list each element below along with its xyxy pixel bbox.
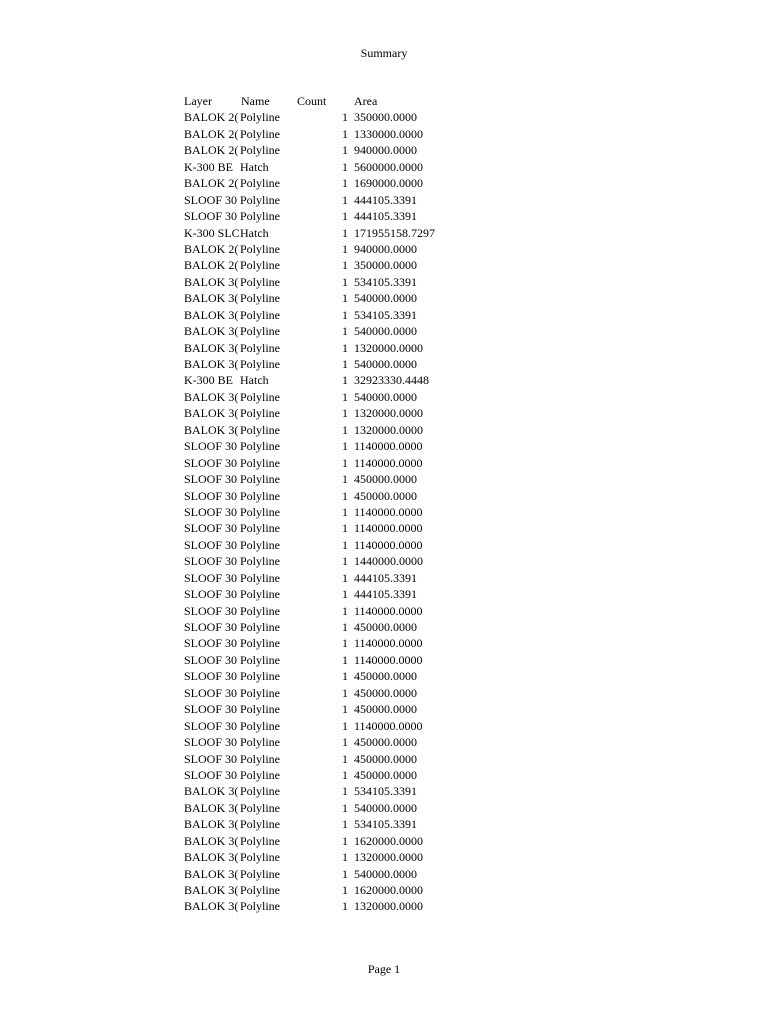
table-row <box>184 718 464 734</box>
table-row <box>184 356 464 372</box>
column-header-count: Count <box>297 94 327 108</box>
cell-count: 1 <box>342 587 348 602</box>
cell-layer: SLOOF 30 <box>184 439 238 454</box>
cell-layer: SLOOF 30 <box>184 537 238 552</box>
cell-count: 1 <box>342 422 348 437</box>
cell-layer: BALOK 2( <box>184 258 239 273</box>
table-row <box>184 652 464 668</box>
table-row <box>184 340 464 356</box>
table-row <box>184 882 464 898</box>
cell-layer: SLOOF 30 <box>184 620 238 634</box>
cell-count: 1 <box>342 718 348 733</box>
cell-area: 5600000.0000 <box>354 159 423 174</box>
table-row <box>184 767 464 783</box>
table-row <box>184 734 464 750</box>
cell-area: 444105.3391 <box>354 587 417 602</box>
cell-count: 1 <box>342 767 348 782</box>
table-row <box>184 685 464 701</box>
cell-layer: BALOK 3( <box>184 406 239 421</box>
table-row <box>184 142 464 158</box>
cell-area: 444105.3391 <box>354 209 417 224</box>
cell-name: Polyline <box>240 274 281 289</box>
cell-layer: BALOK 3( <box>184 784 239 799</box>
table-row <box>184 323 464 339</box>
cell-layer: SLOOF 30 <box>184 472 238 487</box>
cell-area: 940000.0000 <box>354 241 417 256</box>
cell-count: 1 <box>342 291 348 306</box>
table-row <box>184 668 464 684</box>
cell-layer: SLOOF 30 <box>184 652 238 667</box>
cell-name: Polyline <box>240 258 281 273</box>
cell-layer: BALOK 3( <box>184 800 239 815</box>
page-number: Page 1 <box>367 962 401 976</box>
table-row <box>184 701 464 717</box>
cell-count: 1 <box>342 340 348 355</box>
table-row <box>184 126 464 142</box>
table-row <box>184 192 464 208</box>
cell-count: 1 <box>342 570 348 585</box>
cell-name: Polyline <box>240 636 281 651</box>
cell-area: 450000.0000 <box>354 685 417 700</box>
cell-name: Polyline <box>240 291 281 306</box>
cell-name: Polyline <box>240 800 281 815</box>
cell-name: Polyline <box>240 833 281 848</box>
cell-area: 450000.0000 <box>354 735 417 750</box>
table-row <box>184 257 464 273</box>
column-header-area: Area <box>354 94 378 108</box>
cell-count: 1 <box>342 735 348 750</box>
table-row <box>184 109 464 125</box>
cell-name: Polyline <box>240 488 281 503</box>
cell-name: Polyline <box>240 324 281 339</box>
cell-area: 1140000.0000 <box>354 504 423 519</box>
cell-count: 1 <box>342 620 348 634</box>
cell-name: Polyline <box>240 422 281 437</box>
cell-area: 540000.0000 <box>354 291 417 306</box>
cell-count: 1 <box>342 800 348 815</box>
cell-area: 350000.0000 <box>354 258 417 273</box>
cell-name: Polyline <box>240 209 281 224</box>
cell-count: 1 <box>342 209 348 224</box>
cell-name: Hatch <box>240 225 269 240</box>
table-row <box>184 307 464 323</box>
cell-area: 1140000.0000 <box>354 603 423 618</box>
cell-count: 1 <box>342 554 348 569</box>
table-row <box>184 438 464 454</box>
cell-area: 534105.3391 <box>354 784 417 799</box>
cell-name: Polyline <box>240 883 281 897</box>
cell-area: 1140000.0000 <box>354 718 423 733</box>
cell-area: 1330000.0000 <box>354 126 423 141</box>
cell-name: Polyline <box>240 521 281 536</box>
table-row <box>184 405 464 421</box>
cell-count: 1 <box>342 702 348 717</box>
cell-area: 940000.0000 <box>354 143 417 158</box>
cell-layer: SLOOF 30 <box>184 209 238 224</box>
cell-layer: SLOOF 30 <box>184 587 238 602</box>
cell-name: Polyline <box>240 472 281 487</box>
cell-area: 32923330.4448 <box>354 373 429 388</box>
table-row <box>184 159 464 175</box>
cell-count: 1 <box>342 521 348 536</box>
cell-name: Polyline <box>240 126 281 141</box>
cell-area: 1140000.0000 <box>354 537 423 552</box>
cell-area: 540000.0000 <box>354 389 417 404</box>
cell-area: 1140000.0000 <box>354 636 423 651</box>
cell-area: 1320000.0000 <box>354 899 423 914</box>
cell-name: Polyline <box>240 504 281 519</box>
cell-count: 1 <box>342 143 348 158</box>
cell-name: Polyline <box>240 702 281 717</box>
cell-layer: SLOOF 30 <box>184 504 238 519</box>
cell-layer: SLOOF 30 <box>184 455 238 470</box>
cell-name: Polyline <box>240 176 281 191</box>
table-row <box>184 225 464 241</box>
cell-count: 1 <box>342 883 348 897</box>
table-row <box>184 455 464 471</box>
table-row <box>184 586 464 602</box>
cell-name: Polyline <box>240 570 281 585</box>
cell-area: 540000.0000 <box>354 800 417 815</box>
cell-layer: K-300 SLC <box>184 225 240 240</box>
table-header-row <box>184 93 464 109</box>
cell-count: 1 <box>342 373 348 388</box>
table-row <box>184 866 464 882</box>
table-row <box>184 175 464 191</box>
cell-layer: BALOK 3( <box>184 817 239 832</box>
cell-count: 1 <box>342 504 348 519</box>
table-row <box>184 274 464 290</box>
cell-name: Polyline <box>240 192 281 207</box>
cell-count: 1 <box>342 817 348 832</box>
cell-layer: SLOOF 30 <box>184 669 238 684</box>
cell-layer: SLOOF 30 <box>184 751 238 766</box>
cell-area: 1140000.0000 <box>354 521 423 536</box>
table-row <box>184 635 464 651</box>
cell-count: 1 <box>342 652 348 667</box>
cell-count: 1 <box>342 669 348 684</box>
cell-layer: SLOOF 30 <box>184 718 238 733</box>
cell-layer: BALOK 3( <box>184 307 239 322</box>
cell-name: Polyline <box>240 537 281 552</box>
cell-area: 1690000.0000 <box>354 176 423 191</box>
table-row <box>184 800 464 816</box>
cell-name: Polyline <box>240 340 281 355</box>
cell-layer: SLOOF 30 <box>184 488 238 503</box>
cell-area: 450000.0000 <box>354 488 417 503</box>
cell-count: 1 <box>342 324 348 339</box>
cell-count: 1 <box>342 357 348 371</box>
cell-layer: SLOOF 30 <box>184 570 238 585</box>
cell-area: 1140000.0000 <box>354 455 423 470</box>
cell-area: 534105.3391 <box>354 307 417 322</box>
cell-name: Hatch <box>240 159 269 174</box>
cell-name: Polyline <box>240 899 281 914</box>
cell-layer: SLOOF 30 <box>184 192 238 207</box>
cell-count: 1 <box>342 636 348 651</box>
cell-layer: BALOK 3( <box>184 883 239 897</box>
cell-area: 540000.0000 <box>354 324 417 339</box>
cell-count: 1 <box>342 225 348 240</box>
cell-layer: BALOK 3( <box>184 850 239 865</box>
cell-layer: BALOK 3( <box>184 866 239 881</box>
cell-area: 450000.0000 <box>354 472 417 487</box>
cell-area: 1620000.0000 <box>354 883 423 897</box>
cell-layer: BALOK 3( <box>184 833 239 848</box>
cell-layer: BALOK 3( <box>184 274 239 289</box>
cell-name: Polyline <box>240 389 281 404</box>
cell-name: Polyline <box>240 587 281 602</box>
cell-area: 450000.0000 <box>354 767 417 782</box>
cell-name: Polyline <box>240 817 281 832</box>
cell-name: Polyline <box>240 406 281 421</box>
cell-layer: K-300 BE <box>184 159 233 174</box>
cell-area: 1320000.0000 <box>354 406 423 421</box>
cell-area: 540000.0000 <box>354 866 417 881</box>
cell-count: 1 <box>342 274 348 289</box>
page-title: Summary <box>360 46 408 60</box>
cell-area: 350000.0000 <box>354 110 417 125</box>
table-row <box>184 422 464 438</box>
cell-layer: BALOK 3( <box>184 291 239 306</box>
cell-count: 1 <box>342 784 348 799</box>
cell-area: 171955158.7297 <box>354 225 435 240</box>
table-row <box>184 471 464 487</box>
cell-count: 1 <box>342 406 348 421</box>
table-row <box>184 898 464 914</box>
cell-name: Polyline <box>240 357 281 371</box>
cell-name: Polyline <box>240 439 281 454</box>
cell-area: 444105.3391 <box>354 570 417 585</box>
cell-count: 1 <box>342 685 348 700</box>
table-row <box>184 488 464 504</box>
cell-area: 444105.3391 <box>354 192 417 207</box>
cell-count: 1 <box>342 866 348 881</box>
table-row <box>184 783 464 799</box>
table-row <box>184 241 464 257</box>
cell-count: 1 <box>342 751 348 766</box>
cell-layer: BALOK 2( <box>184 241 239 256</box>
cell-count: 1 <box>342 850 348 865</box>
column-header-name: Name <box>241 94 270 108</box>
table-row <box>184 570 464 586</box>
cell-layer: BALOK 3( <box>184 899 239 914</box>
summary-table <box>184 93 464 915</box>
cell-layer: SLOOF 30 <box>184 554 238 569</box>
cell-layer: BALOK 3( <box>184 324 239 339</box>
cell-count: 1 <box>342 455 348 470</box>
cell-area: 1320000.0000 <box>354 340 423 355</box>
cell-layer: SLOOF 30 <box>184 735 238 750</box>
table-row <box>184 619 464 635</box>
cell-count: 1 <box>342 488 348 503</box>
cell-count: 1 <box>342 176 348 191</box>
table-row <box>184 816 464 832</box>
table-row <box>184 603 464 619</box>
cell-name: Polyline <box>240 241 281 256</box>
cell-count: 1 <box>342 241 348 256</box>
cell-count: 1 <box>342 389 348 404</box>
cell-name: Polyline <box>240 652 281 667</box>
table-row <box>184 372 464 388</box>
cell-count: 1 <box>342 258 348 273</box>
cell-layer: SLOOF 30 <box>184 636 238 651</box>
cell-name: Polyline <box>240 669 281 684</box>
cell-layer: BALOK 3( <box>184 357 239 371</box>
cell-name: Polyline <box>240 603 281 618</box>
cell-area: 534105.3391 <box>354 817 417 832</box>
cell-count: 1 <box>342 472 348 487</box>
cell-area: 1320000.0000 <box>354 850 423 865</box>
cell-layer: SLOOF 30 <box>184 603 238 618</box>
table-row <box>184 389 464 405</box>
cell-count: 1 <box>342 110 348 125</box>
cell-area: 450000.0000 <box>354 702 417 717</box>
cell-area: 534105.3391 <box>354 274 417 289</box>
cell-count: 1 <box>342 126 348 141</box>
cell-name: Polyline <box>240 718 281 733</box>
cell-area: 450000.0000 <box>354 669 417 684</box>
cell-count: 1 <box>342 537 348 552</box>
cell-layer: SLOOF 30 <box>184 685 238 700</box>
cell-count: 1 <box>342 307 348 322</box>
column-header-layer: Layer <box>184 94 212 108</box>
table-row <box>184 208 464 224</box>
table-row <box>184 290 464 306</box>
cell-name: Polyline <box>240 685 281 700</box>
cell-layer: SLOOF 30 <box>184 702 238 717</box>
cell-area: 1620000.0000 <box>354 833 423 848</box>
cell-layer: BALOK 2( <box>184 176 239 191</box>
cell-layer: BALOK 3( <box>184 422 239 437</box>
cell-name: Polyline <box>240 110 281 125</box>
cell-count: 1 <box>342 439 348 454</box>
table-body <box>184 109 464 914</box>
table-row <box>184 849 464 865</box>
table-row <box>184 504 464 520</box>
cell-name: Polyline <box>240 850 281 865</box>
cell-name: Polyline <box>240 620 281 634</box>
cell-area: 1140000.0000 <box>354 652 423 667</box>
cell-layer: BALOK 2( <box>184 126 239 141</box>
cell-area: 450000.0000 <box>354 751 417 766</box>
cell-area: 1440000.0000 <box>354 554 423 569</box>
cell-name: Polyline <box>240 784 281 799</box>
cell-layer: SLOOF 30 <box>184 767 238 782</box>
cell-name: Polyline <box>240 307 281 322</box>
cell-layer: BALOK 3( <box>184 389 239 404</box>
cell-count: 1 <box>342 833 348 848</box>
cell-area: 450000.0000 <box>354 620 417 634</box>
cell-name: Polyline <box>240 866 281 881</box>
cell-area: 1320000.0000 <box>354 422 423 437</box>
cell-layer: SLOOF 30 <box>184 521 238 536</box>
table-row <box>184 520 464 536</box>
table-row <box>184 553 464 569</box>
cell-name: Polyline <box>240 143 281 158</box>
table-row <box>184 751 464 767</box>
cell-count: 1 <box>342 192 348 207</box>
table-row <box>184 537 464 553</box>
cell-layer: BALOK 2( <box>184 143 239 158</box>
cell-count: 1 <box>342 899 348 914</box>
cell-layer: BALOK 2( <box>184 110 239 125</box>
table-row <box>184 833 464 849</box>
cell-name: Polyline <box>240 554 281 569</box>
cell-count: 1 <box>342 603 348 618</box>
cell-layer: BALOK 3( <box>184 340 239 355</box>
cell-name: Polyline <box>240 735 281 750</box>
cell-name: Polyline <box>240 767 281 782</box>
cell-layer: K-300 BE <box>184 373 233 388</box>
cell-area: 1140000.0000 <box>354 439 423 454</box>
cell-name: Polyline <box>240 455 281 470</box>
cell-name: Hatch <box>240 373 269 388</box>
cell-count: 1 <box>342 159 348 174</box>
cell-area: 540000.0000 <box>354 357 417 371</box>
cell-name: Polyline <box>240 751 281 766</box>
